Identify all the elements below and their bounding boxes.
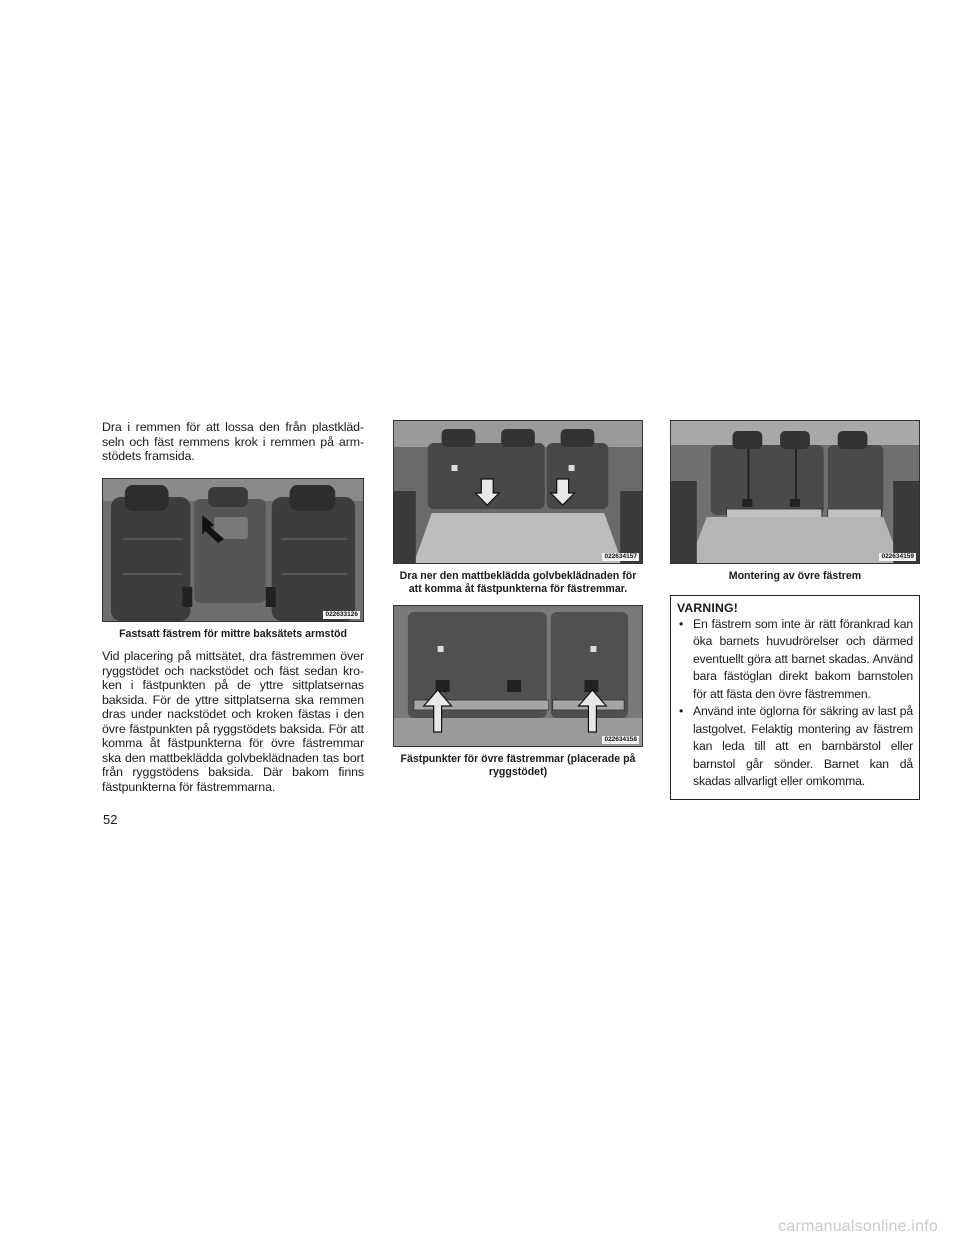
- figure-code: 022634158: [604, 736, 637, 743]
- body-paragraph: Vid placering på mittsätet, dra fästremmen över ryggstödet och nackstödet och fäst sedan kro-ken i fästpunkten på de yttre sittplatsernas baksida. För de yttre sittplatserna ska remmen dras under nackstödet och kroken fästas i den övre fästpunkten på ryggstödets baksida. För att komma åt fästpunkterna för övre fästremmar ska den mattbeklädda golvbeklädnaden tas bort från ryggstödens baksida. Där bakom finns fästpunkterna för fästremmarna.: [102, 649, 364, 794]
- cargo-floor-cover-illustration: [394, 421, 642, 563]
- figure-code: 022634157: [604, 553, 637, 560]
- warning-box: [670, 595, 920, 800]
- warning-item-text: Använd inte öglorna för säkring av last på lastgolvet. Felaktig montering av fästrem kan leda till att en barnbärstol eller barnstol går sönder. Barnet kan då skadas allvarligt eller omkomma.: [693, 704, 913, 788]
- photo-tether-mounting: [670, 420, 920, 564]
- photo-tether-anchors: [393, 605, 643, 747]
- photo-rear-seat-armrest: [102, 478, 364, 622]
- tether-mounting-illustration: [671, 421, 919, 563]
- figure-caption: Fastsatt fästrem för mittre baksätets armstöd: [119, 627, 347, 640]
- column-left: [102, 420, 364, 794]
- column-middle: [393, 420, 643, 778]
- warning-title: VARNING!: [677, 600, 738, 615]
- figure-code: 022633126: [325, 610, 358, 618]
- figure-code: 022634159: [881, 553, 914, 560]
- figure-caption: Fästpunkter för övre fästremmar (placerade på ryggstödet): [400, 753, 636, 778]
- warning-item-text: En fästrem som inte är rätt förankrad kan öka barnets huvudrörelser och därmed eventuellt göra att barnet skadas. Använd bara fästöglan direkt bakom barnstolen för att fästa den övre fästremmen.: [693, 616, 913, 701]
- tether-anchors-illustration: [394, 606, 642, 746]
- intro-paragraph: Dra i remmen för att lossa den från plastkläd-seln och fäst remmens krok i remmen på arm-stödets framsida.: [102, 420, 364, 463]
- bullet: •: [679, 704, 684, 718]
- rear-seat-armrest-illustration: [103, 479, 363, 621]
- watermark: carmanualsonline.info: [778, 1218, 938, 1235]
- warning-list: [677, 616, 913, 791]
- column-right: [670, 420, 920, 800]
- bullet: •: [679, 616, 684, 631]
- figure-caption: Dra ner den mattbeklädda golvbeklädnaden för att komma åt fästpunkterna för fästremmar.: [399, 570, 637, 595]
- figure-caption: Montering av övre fästrem: [728, 570, 862, 582]
- warning-item: [677, 703, 913, 791]
- photo-cargo-floor-cover: [393, 420, 643, 564]
- page-number: 52: [103, 812, 118, 827]
- warning-item: [677, 616, 913, 704]
